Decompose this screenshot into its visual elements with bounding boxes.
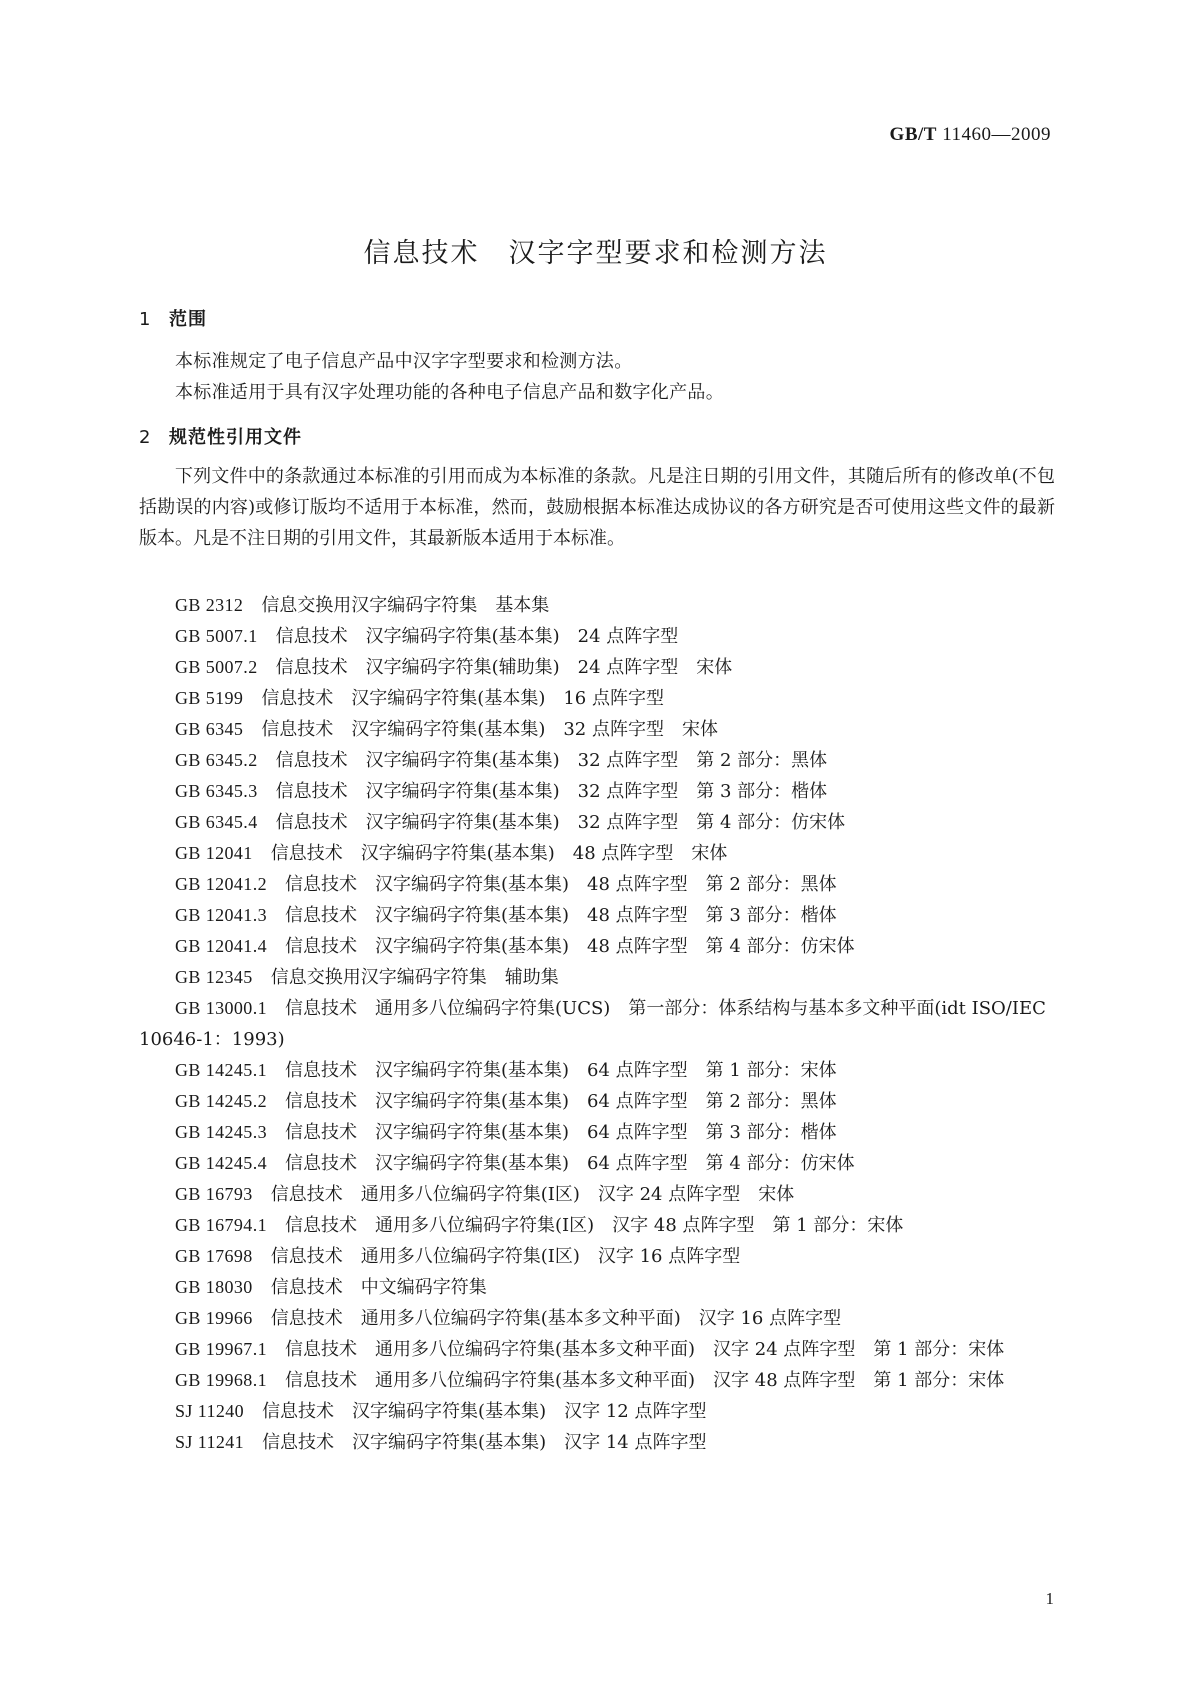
reference-item <box>139 1148 1055 1179</box>
reference-title: 信息技术 汉字编码字符集(基本集) 汉字 14 点阵字型 <box>262 1432 707 1453</box>
reference-code: GB 5199 <box>175 688 244 708</box>
scope-paragraph-1: 本标准规定了电子信息产品中汉字字型要求和检测方法。 <box>175 351 633 372</box>
reference-title: 信息技术 汉字编码字符集(基本集) 48 点阵字型 宋体 <box>270 843 728 864</box>
reference-title: 信息技术 通用多八位编码字符集(Ⅰ区) 汉字 24 点阵字型 宋体 <box>270 1184 795 1205</box>
reference-code: GB 6345.3 <box>175 781 258 801</box>
reference-title: 信息技术 汉字编码字符集(基本集) 32 点阵字型 第 3 部分：楷体 <box>275 781 828 802</box>
reference-item <box>139 1055 1055 1086</box>
reference-code: GB 5007.2 <box>175 657 258 677</box>
reference-code: GB 19968.1 <box>175 1370 268 1390</box>
reference-code: SJ 11241 <box>175 1432 245 1452</box>
document-title: 信息技术 汉字字型要求和检测方法 <box>363 238 828 269</box>
reference-item <box>139 1365 1055 1396</box>
reference-item <box>139 962 1055 993</box>
reference-code: GB 12041.4 <box>175 936 268 956</box>
reference-title: 信息技术 汉字编码字符集(基本集) 48 点阵字型 第 2 部分：黑体 <box>285 874 837 895</box>
reference-item <box>139 1427 1055 1458</box>
reference-title: 信息技术 中文编码字符集 <box>270 1277 487 1298</box>
reference-code: GB 5007.1 <box>175 626 258 646</box>
reference-title: 信息技术 汉字编码字符集(基本集) 汉字 12 点阵字型 <box>262 1401 707 1422</box>
reference-title: 信息技术 通用多八位编码字符集(UCS) 第一部分：体系结构与基本多文种平面(idt ISO/IEC 10646-1：1993) <box>139 998 1046 1050</box>
section-1-heading <box>139 305 207 331</box>
standard-number: 11460—2009 <box>942 124 1051 145</box>
reference-code: GB 6345.4 <box>175 812 258 832</box>
reference-title: 信息交换用汉字编码字符集 基本集 <box>261 595 550 616</box>
reference-item <box>139 683 1055 714</box>
reference-item <box>139 931 1055 962</box>
normative-references-list <box>139 590 1055 1458</box>
reference-title: 信息技术 汉字编码字符集(辅助集) 24 点阵字型 宋体 <box>275 657 733 678</box>
reference-item <box>139 1303 1055 1334</box>
reference-item <box>139 1179 1055 1210</box>
reference-code: GB 18030 <box>175 1277 253 1297</box>
page-number: 1 <box>1045 1589 1054 1608</box>
reference-item <box>139 1241 1055 1272</box>
section-title: 范围 <box>169 309 207 330</box>
reference-title: 信息技术 汉字编码字符集(基本集) 64 点阵字型 第 2 部分：黑体 <box>285 1091 837 1112</box>
reference-code: GB 6345 <box>175 719 244 739</box>
reference-code: GB 6345.2 <box>175 750 258 770</box>
reference-code: GB 14245.2 <box>175 1091 268 1111</box>
reference-item <box>139 1086 1055 1117</box>
reference-code: GB 14245.4 <box>175 1153 268 1173</box>
reference-code: GB 19966 <box>175 1308 253 1328</box>
reference-title: 信息技术 通用多八位编码字符集(基本多文种平面) 汉字 16 点阵字型 <box>270 1308 842 1329</box>
reference-item <box>139 590 1055 621</box>
reference-code: GB 19967.1 <box>175 1339 268 1359</box>
reference-title: 信息技术 通用多八位编码字符集(基本多文种平面) 汉字 48 点阵字型 第 1 部分：宋体 <box>285 1370 1005 1391</box>
scope-paragraph-2: 本标准适用于具有汉字处理功能的各种电子信息产品和数字化产品。 <box>175 382 724 403</box>
section-title: 规范性引用文件 <box>169 427 302 448</box>
reference-item <box>139 745 1055 776</box>
references-intro-paragraph: 下列文件中的条款通过本标准的引用而成为本标准的条款。凡是注日期的引用文件，其随后所有的修改单(不包括勘误的内容)或修订版均不适用于本标准，然而，鼓励根据本标准达成协议的各方研究是否可使用这些文件的最新版本。凡是不注日期的引用文件，其最新版本适用于本标准。 <box>139 466 1055 549</box>
reference-title: 信息技术 汉字编码字符集(基本集) 32 点阵字型 第 4 部分：仿宋体 <box>275 812 846 833</box>
standard-prefix: GB/T <box>889 124 937 145</box>
reference-code: SJ 11240 <box>175 1401 245 1421</box>
reference-item <box>139 621 1055 652</box>
reference-title: 信息技术 汉字编码字符集(基本集) 64 点阵字型 第 4 部分：仿宋体 <box>285 1153 855 1174</box>
reference-title: 信息技术 汉字编码字符集(基本集) 64 点阵字型 第 1 部分：宋体 <box>285 1060 837 1081</box>
reference-title: 信息技术 通用多八位编码字符集(基本多文种平面) 汉字 24 点阵字型 第 1 部分：宋体 <box>285 1339 1005 1360</box>
reference-code: GB 14245.3 <box>175 1122 268 1142</box>
reference-item <box>139 993 1055 1055</box>
reference-code: GB 2312 <box>175 595 244 615</box>
reference-item <box>139 1272 1055 1303</box>
reference-item <box>139 714 1055 745</box>
reference-item <box>139 869 1055 900</box>
reference-title: 信息技术 汉字编码字符集(基本集) 32 点阵字型 宋体 <box>261 719 718 740</box>
reference-code: GB 12041 <box>175 843 253 863</box>
reference-title: 信息技术 通用多八位编码字符集(Ⅰ区) 汉字 48 点阵字型 第 1 部分：宋体 <box>285 1215 904 1236</box>
reference-title: 信息技术 汉字编码字符集(基本集) 48 点阵字型 第 4 部分：仿宋体 <box>285 936 855 957</box>
reference-code: GB 12041.2 <box>175 874 268 894</box>
reference-item <box>139 1210 1055 1241</box>
section-number: 1 <box>139 309 152 330</box>
reference-item <box>139 900 1055 931</box>
reference-item <box>139 776 1055 807</box>
reference-title: 信息技术 通用多八位编码字符集(Ⅰ区) 汉字 16 点阵字型 <box>270 1246 741 1267</box>
reference-title: 信息交换用汉字编码字符集 辅助集 <box>270 967 559 988</box>
section-number: 2 <box>139 427 152 448</box>
reference-item <box>139 1334 1055 1365</box>
reference-title: 信息技术 汉字编码字符集(基本集) 24 点阵字型 <box>275 626 679 647</box>
reference-code: GB 13000.1 <box>175 998 268 1018</box>
standard-code-header <box>890 124 1051 146</box>
reference-title: 信息技术 汉字编码字符集(基本集) 48 点阵字型 第 3 部分：楷体 <box>285 905 837 926</box>
reference-code: GB 12041.3 <box>175 905 268 925</box>
reference-title: 信息技术 汉字编码字符集(基本集) 64 点阵字型 第 3 部分：楷体 <box>285 1122 837 1143</box>
reference-code: GB 14245.1 <box>175 1060 268 1080</box>
reference-item <box>139 1117 1055 1148</box>
reference-title: 信息技术 汉字编码字符集(基本集) 32 点阵字型 第 2 部分：黑体 <box>275 750 828 771</box>
reference-title: 信息技术 汉字编码字符集(基本集) 16 点阵字型 <box>261 688 664 709</box>
reference-item <box>139 807 1055 838</box>
reference-code: GB 16794.1 <box>175 1215 268 1235</box>
reference-item <box>139 838 1055 869</box>
reference-code: GB 17698 <box>175 1246 253 1266</box>
reference-code: GB 16793 <box>175 1184 253 1204</box>
reference-item <box>139 1396 1055 1427</box>
section-2-heading <box>139 423 302 449</box>
reference-item <box>139 652 1055 683</box>
reference-code: GB 12345 <box>175 967 253 987</box>
